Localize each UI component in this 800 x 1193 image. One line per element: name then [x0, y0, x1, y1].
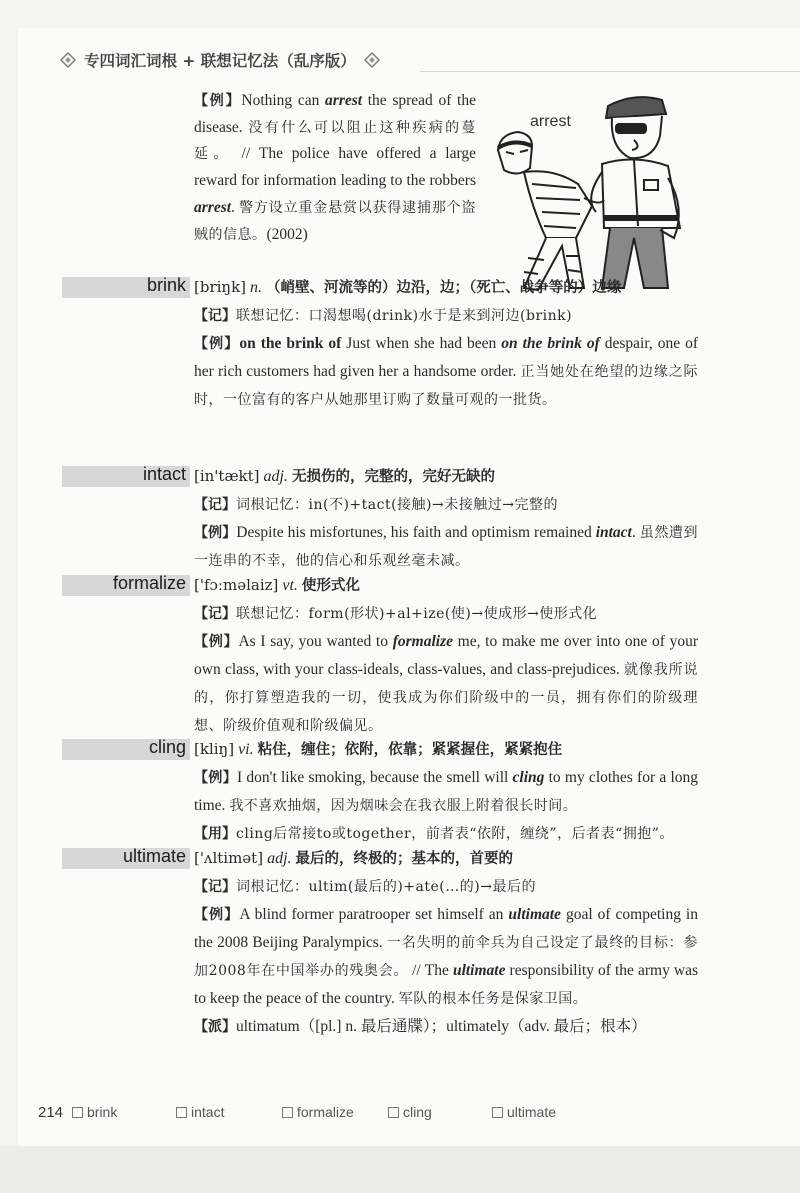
footer-word-intact: intact — [176, 1104, 224, 1120]
definition-line — [194, 463, 698, 491]
checkbox-icon — [282, 1107, 293, 1118]
arrest-example: 【例】Nothing can arrest the spread of the disease. 没有什么可以阻止这种疾病的蔓延。 // The police have offered a large reward for information leading to the robbers arrest. 警方设立重金悬赏以获得逮捕那个盗贼的信息。(2002) — [194, 92, 477, 243]
chinese-definition: 粘住，缠住；依附，依靠；紧紧握住，紧紧抱住 — [257, 742, 563, 758]
part-of-speech: adj. — [263, 468, 288, 485]
example-line: 【例】Despite his misfortunes, his faith and optimism remained intact. 虽然遭到一连串的不幸，他的信心和乐观丝毫未减。 — [194, 524, 699, 569]
footer-word-cling: cling — [388, 1104, 432, 1120]
headword-brink: brink — [146, 275, 186, 295]
chinese-definition: 最后的，终极的；基本的，首要的 — [295, 851, 514, 867]
checkbox-icon — [492, 1107, 503, 1118]
diamond-ornament-icon — [60, 52, 76, 68]
chinese-definition: 无损伤的，完整的，完好无缺的 — [291, 469, 495, 485]
entry-body — [194, 274, 698, 414]
arrested-man-figure — [498, 132, 604, 290]
memo-tag: 【记】 — [194, 497, 236, 513]
phonetic: [briŋk] — [194, 278, 247, 296]
header-rule — [420, 71, 800, 72]
example-tag: 【例】 — [194, 525, 237, 541]
header-title: 专四词汇词根 + 联想记忆法（乱序版） — [84, 52, 356, 70]
checkbox-icon — [176, 1107, 187, 1118]
example-tag: 【例】 — [194, 907, 240, 923]
example-line: 【例】I don't like smoking, because the smell will cling to my clothes for a long time. 我不喜欢抽烟，因为烟味会在我衣服上附着很长时间。 — [194, 769, 699, 814]
part-of-speech: adj. — [267, 850, 292, 867]
page-footer — [38, 1104, 598, 1126]
usage-line — [194, 820, 698, 848]
phonetic: ['fɔːməlaiz] — [194, 576, 279, 594]
cartoon-label: arrest — [530, 113, 571, 130]
memo-line — [194, 600, 698, 628]
diamond-ornament-icon — [364, 52, 380, 68]
headword-ultimate: ultimate — [122, 846, 186, 866]
chinese-definition: 使形式化 — [301, 578, 360, 594]
example-line: 【例】on the brink of Just when she had been on the brink of despair, one of her rich customers had given her a handsome order. 正当她处在绝望的边缘之际时，一位富有的客户从她那里订购了数量可观的一批货。 — [194, 335, 699, 408]
usage-text: cling后常接to或together，前者表“依附，缠绕”，后者表“拥抱”。 — [236, 826, 674, 842]
footer-word-formalize: formalize — [282, 1104, 354, 1120]
entry-body — [194, 845, 698, 1041]
memo-line — [194, 491, 698, 519]
running-header — [60, 48, 380, 72]
footer-word-brink: brink — [72, 1104, 117, 1120]
checkbox-icon — [388, 1107, 399, 1118]
example-tag: 【例】 — [194, 336, 240, 352]
definition-line — [194, 736, 698, 764]
derived-tag: 【派】 — [194, 1019, 236, 1035]
footer-word-ultimate: ultimate — [492, 1104, 556, 1120]
page-bottom-shade — [0, 1146, 800, 1193]
policeman-figure — [591, 97, 680, 288]
arrest-cartoon — [484, 88, 696, 298]
memo-text: 联想记忆：口渴想喝(drink)水于是来到河边(brink) — [236, 308, 573, 324]
example-tag: 【例】 — [194, 770, 238, 786]
memo-line — [194, 302, 698, 330]
derived-line — [194, 1013, 698, 1041]
definition-line — [194, 845, 698, 873]
entry-body — [194, 736, 698, 848]
phonetic: [kliŋ] — [194, 740, 235, 758]
chinese-definition: （峭壁、河流等的）边沿，边；（死亡、战争等的）边缘 — [266, 280, 622, 296]
example-tag: 【例】 — [194, 93, 242, 109]
entry-body — [194, 463, 698, 575]
part-of-speech: vi. — [238, 741, 254, 758]
page-number: 214 — [38, 1104, 64, 1121]
example-tag: 【例】 — [194, 634, 239, 650]
headword-formalize: formalize — [112, 573, 186, 593]
part-of-speech: n. — [250, 279, 263, 296]
derived-text: ultimatum（[pl.] n. 最后通牒）；ultimately（adv. 最后；根本） — [236, 1018, 647, 1035]
memo-tag: 【记】 — [194, 879, 236, 895]
headword-cling: cling — [148, 737, 186, 757]
usage-tag: 【用】 — [194, 826, 236, 842]
example-line: 【例】As I say, you wanted to formalize me, to make me over into one of your own class, with your class-ideals, class-values, and class-prejudices. 就像我所说的，你打算塑造我的一切，使我成为你们阶级中的一员，拥有你们的阶级理想、阶级价值观和阶级偏见。 — [194, 633, 699, 734]
phonetic: [in'tækt] — [194, 467, 260, 485]
phonetic: ['ʌltimət] — [194, 849, 264, 867]
memo-line — [194, 873, 698, 901]
definition-line — [194, 274, 698, 302]
checkbox-icon — [72, 1107, 83, 1118]
definition-line — [194, 572, 698, 600]
memo-text: 联想记忆：form(形状)+al+ize(使)→使成形→使形式化 — [236, 606, 598, 622]
memo-text: 词根记忆：in(不)+tact(接触)→未接触过→完整的 — [236, 497, 558, 513]
headword-intact: intact — [142, 464, 186, 484]
memo-text: 词根记忆：ultim(最后的)+ate(…的)→最后的 — [236, 879, 536, 895]
memo-tag: 【记】 — [194, 308, 236, 324]
entry-body — [194, 572, 698, 740]
example-line: 【例】A blind former paratrooper set himself an ultimate goal of competing in the 2008 Beijing Paralympics. 一名失明的前伞兵为自己设定了最终的目标：参加2008年在中国举办的残奥会。 // The ultimate responsibility of the army was to keep the peace of the country. 军队的根本任务是保家卫国。 — [194, 906, 698, 1007]
memo-tag: 【记】 — [194, 606, 236, 622]
part-of-speech: vt. — [282, 577, 298, 594]
